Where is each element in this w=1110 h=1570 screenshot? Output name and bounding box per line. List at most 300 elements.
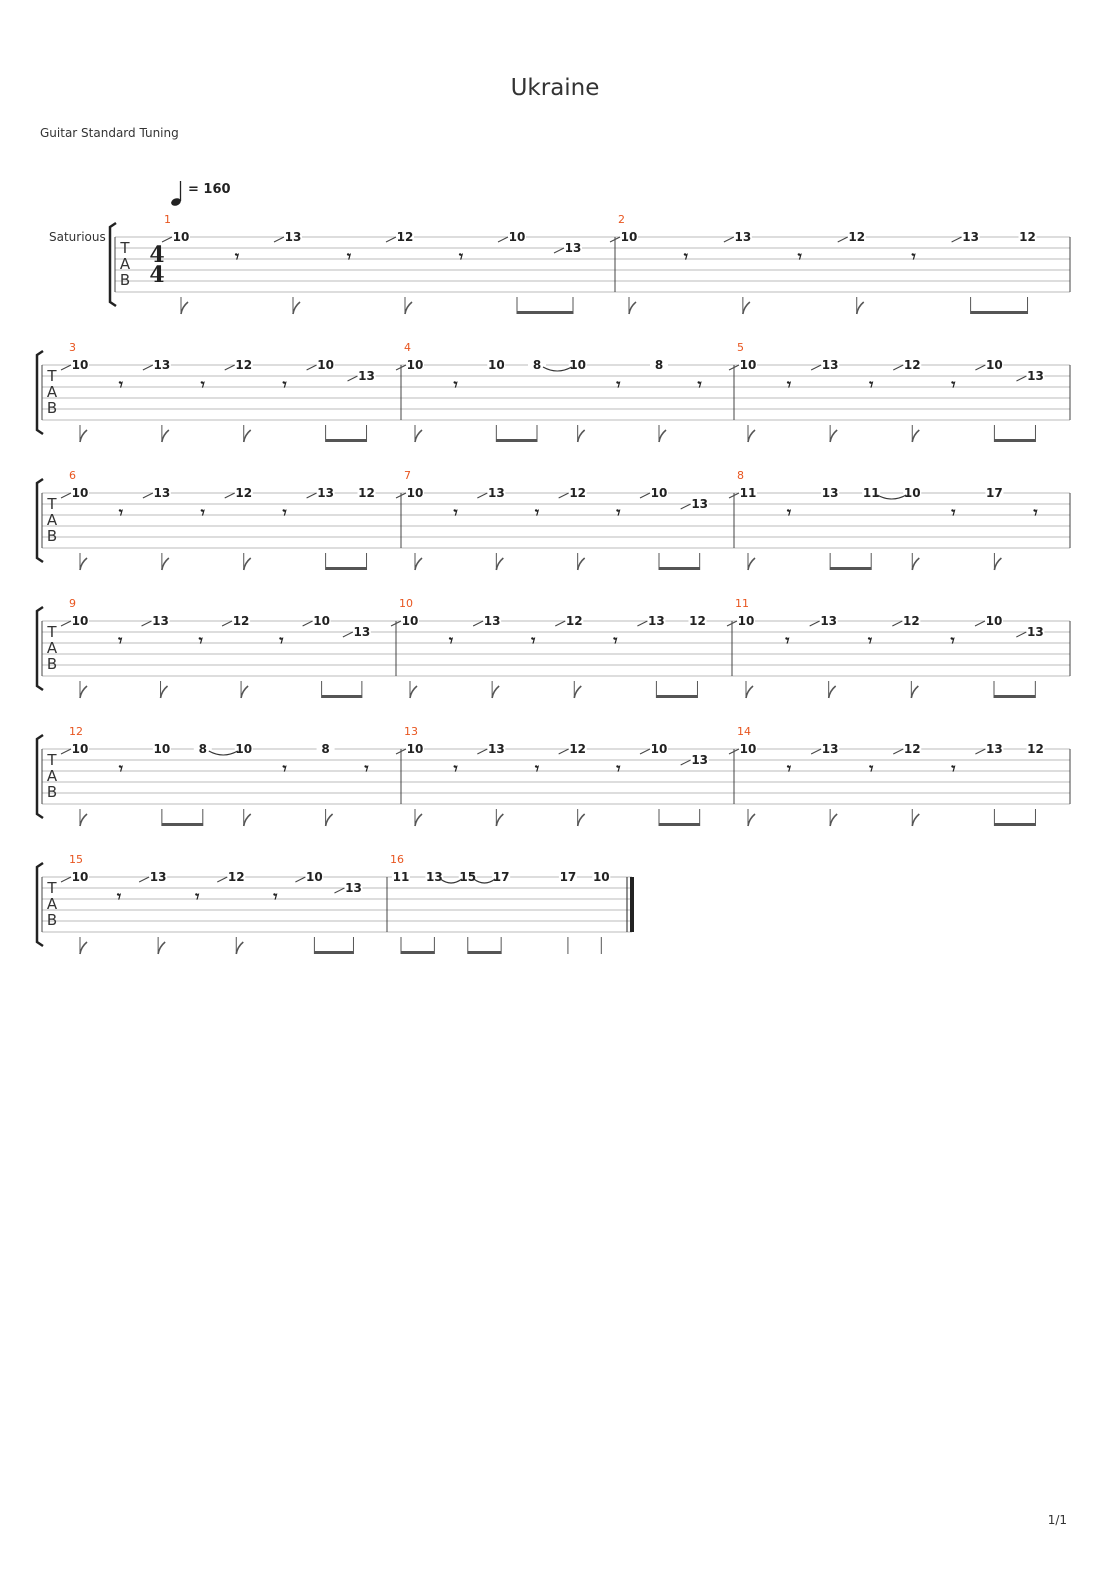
note-beam <box>517 311 573 314</box>
measure <box>727 597 1070 698</box>
eighth-rest: 𝄾 <box>234 247 240 266</box>
tab-clef-letter: T <box>47 751 57 769</box>
measure-number: 15 <box>69 853 83 866</box>
tab-clef-letter: A <box>46 511 58 529</box>
slide-in-mark <box>637 621 647 626</box>
fret-number: 12 <box>689 614 706 628</box>
fret-number: 10 <box>71 358 89 372</box>
eighth-rest: 𝄾 <box>950 631 955 650</box>
fret-number: 12 <box>235 358 253 372</box>
fret-number: 10 <box>71 742 89 756</box>
fret-number: 13 <box>821 358 839 372</box>
tab-clef-letter: T <box>120 239 130 257</box>
measure-number: 7 <box>404 469 411 482</box>
fret-number: 10 <box>406 742 424 756</box>
eighth-rest: 𝄾 <box>797 247 802 266</box>
slide-in-mark <box>61 877 71 882</box>
note-flag <box>912 558 919 570</box>
note-flag <box>80 558 87 570</box>
eighth-rest: 𝄾 <box>785 631 790 650</box>
measure-number: 8 <box>737 469 744 482</box>
eighth-rest: 𝄾 <box>616 503 621 522</box>
tab-clef-letter: B <box>119 271 131 289</box>
note-flag <box>158 942 165 954</box>
measure-number: 3 <box>69 341 76 354</box>
note-flag <box>244 558 251 570</box>
slide-in-mark <box>307 365 317 370</box>
eighth-rest: 𝄾 <box>448 631 454 650</box>
eighth-rest: 𝄾 <box>458 247 464 266</box>
eighth-rest: 𝄾 <box>273 887 278 906</box>
fret-number: 13 <box>149 870 167 884</box>
fret-number: 13 <box>353 625 371 639</box>
fret-number: 10 <box>903 486 921 500</box>
slide-in-mark <box>343 632 353 637</box>
fret-number: 13 <box>734 230 752 244</box>
note-flag <box>911 686 918 698</box>
tab-system <box>37 725 1070 826</box>
eighth-rest: 𝄾 <box>453 759 458 778</box>
note-flag <box>748 558 755 570</box>
fret-number: 13 <box>317 486 334 500</box>
tuning-label: Guitar Standard Tuning <box>40 126 179 140</box>
slide-in-mark <box>295 877 305 882</box>
eighth-rest: 𝄾 <box>200 375 205 394</box>
tab-clef-letter: A <box>46 895 58 913</box>
eighth-rest: 𝄾 <box>951 503 956 522</box>
eighth-rest: 𝄾 <box>786 503 792 522</box>
fret-number: 10 <box>401 614 419 628</box>
eighth-rest: 𝄾 <box>683 247 689 266</box>
fret-number: 11 <box>739 486 757 500</box>
note-beam <box>656 695 697 698</box>
fret-number: 10 <box>172 230 190 244</box>
note-beam <box>994 695 1035 698</box>
note-flag <box>912 430 919 442</box>
note-flag <box>405 302 412 314</box>
slide-in-mark <box>724 237 734 242</box>
eighth-rest: 𝄾 <box>195 887 200 906</box>
fret-number: 10 <box>650 742 668 756</box>
tie-arc <box>877 495 906 499</box>
note-flag <box>244 814 251 826</box>
measure <box>61 725 401 826</box>
note-beam <box>326 439 367 442</box>
note-flag <box>829 686 836 698</box>
measure <box>729 341 1070 442</box>
eighth-rest: 𝄾 <box>786 375 792 394</box>
fret-number: 12 <box>902 614 920 628</box>
fret-number: 10 <box>739 742 757 756</box>
fret-number: 13 <box>691 753 709 767</box>
note-flag <box>496 558 503 570</box>
fret-number: 10 <box>71 870 89 884</box>
note-beam <box>401 951 434 954</box>
slide-in-mark <box>477 493 487 498</box>
slide-in-mark <box>1016 376 1026 381</box>
slide-in-mark <box>893 365 903 370</box>
eighth-rest: 𝄾 <box>911 247 916 266</box>
fret-number: 12 <box>227 870 245 884</box>
slide-in-mark <box>975 621 985 626</box>
fret-number: 13 <box>1027 369 1044 383</box>
slide-in-mark <box>143 493 153 498</box>
tab-system <box>37 853 632 954</box>
fret-number: 17 <box>559 870 577 884</box>
fret-number: 13 <box>487 486 505 500</box>
fret-number: 13 <box>487 742 505 756</box>
note-beam <box>496 439 537 442</box>
note-flag <box>746 686 753 698</box>
tab-clef-letter: A <box>46 383 58 401</box>
tab-clef-letter: B <box>46 783 58 801</box>
measure-number: 14 <box>737 725 751 738</box>
slide-in-mark <box>1016 632 1026 637</box>
tab-clef-letter: B <box>46 655 58 673</box>
tab-system <box>37 469 1070 570</box>
fret-number: 13 <box>962 230 979 244</box>
slide-in-mark <box>61 621 71 626</box>
slide-in-mark <box>975 365 985 370</box>
note-flag <box>415 814 422 826</box>
measure-number: 12 <box>69 725 83 738</box>
note-flag <box>743 302 750 314</box>
fret-number: 11 <box>862 486 880 500</box>
time-signature-top: 4 <box>149 242 165 268</box>
measure-number: 9 <box>69 597 76 610</box>
measure <box>162 213 615 314</box>
note-flag <box>326 814 333 826</box>
fret-number: 13 <box>821 742 839 756</box>
fret-number: 13 <box>483 614 501 628</box>
note-flag <box>161 686 168 698</box>
fret-number: 10 <box>739 358 757 372</box>
eighth-rest: 𝄾 <box>118 759 124 778</box>
fret-number: 10 <box>71 614 89 628</box>
slide-in-mark <box>555 621 565 626</box>
fret-number: 13 <box>358 369 375 383</box>
note-flag <box>578 430 585 442</box>
note-beam <box>971 311 1028 314</box>
slide-in-mark <box>838 237 848 242</box>
measure <box>396 469 734 570</box>
fret-number: 10 <box>306 870 323 884</box>
note-beam <box>314 951 353 954</box>
fret-number: 12 <box>848 230 866 244</box>
fret-number: 8 <box>654 358 664 372</box>
eighth-rest: 𝄾 <box>697 375 702 394</box>
slide-in-mark <box>61 749 71 754</box>
measure <box>61 853 387 954</box>
fret-number: 8 <box>532 358 542 372</box>
slide-in-mark <box>139 877 149 882</box>
tab-clef-letter: A <box>46 639 58 657</box>
time-signature-bottom: 4 <box>149 262 165 288</box>
slide-in-mark <box>952 237 962 242</box>
fret-number: 10 <box>406 358 424 372</box>
fret-number: 12 <box>1027 742 1044 756</box>
tab-clef-letter: B <box>46 527 58 545</box>
slide-in-mark <box>334 888 344 893</box>
slide-in-mark <box>348 376 358 381</box>
note-flag <box>162 558 169 570</box>
measure <box>396 341 734 442</box>
fret-number: 13 <box>153 358 171 372</box>
note-flag <box>830 814 837 826</box>
fret-number: 12 <box>565 614 583 628</box>
fret-number: 13 <box>345 881 362 895</box>
fret-number: 13 <box>986 742 1003 756</box>
measure <box>729 469 1070 570</box>
measure <box>61 469 401 570</box>
slide-in-mark <box>274 237 284 242</box>
note-flag <box>244 430 251 442</box>
note-flag <box>578 814 585 826</box>
eighth-rest: 𝄾 <box>118 503 124 522</box>
measure-number: 11 <box>735 597 749 610</box>
eighth-rest: 𝄾 <box>118 375 124 394</box>
slide-in-mark <box>225 365 235 370</box>
eighth-rest: 𝄾 <box>453 375 458 394</box>
eighth-rest: 𝄾 <box>200 503 205 522</box>
fret-number: 13 <box>820 614 838 628</box>
slide-in-mark <box>559 749 569 754</box>
fret-number: 10 <box>235 742 253 756</box>
note-flag <box>830 430 837 442</box>
tab-clef-letter: B <box>46 399 58 417</box>
note-beam <box>994 439 1035 442</box>
note-flag <box>80 814 87 826</box>
tab-clef-letter: A <box>46 767 58 785</box>
note-flag <box>496 814 503 826</box>
measure <box>391 597 732 698</box>
eighth-rest: 𝄾 <box>616 759 621 778</box>
note-flag <box>236 942 243 954</box>
eighth-rest: 𝄾 <box>1033 503 1038 522</box>
note-flag <box>857 302 864 314</box>
note-beam <box>659 567 700 570</box>
fret-number: 10 <box>71 486 89 500</box>
slide-in-mark <box>498 237 508 242</box>
fret-number: 8 <box>198 742 207 756</box>
eighth-rest: 𝄾 <box>282 375 287 394</box>
eighth-rest: 𝄾 <box>869 759 874 778</box>
fret-number: 10 <box>153 742 171 756</box>
note-flag <box>748 814 755 826</box>
tab-clef-letter: T <box>47 623 57 641</box>
measure <box>729 725 1070 826</box>
fret-number: 12 <box>396 230 414 244</box>
page-number: 1/1 <box>1047 1513 1067 1527</box>
measure-number: 10 <box>399 597 413 610</box>
eighth-rest: 𝄾 <box>346 247 352 266</box>
slide-in-mark <box>61 493 71 498</box>
slide-in-mark <box>386 237 396 242</box>
fret-number: 10 <box>650 486 668 500</box>
note-beam <box>326 567 367 570</box>
eighth-rest: 𝄾 <box>198 631 203 650</box>
measure-number: 4 <box>404 341 411 354</box>
slide-in-mark <box>893 749 903 754</box>
fret-number: 12 <box>232 614 250 628</box>
tempo-marking <box>170 181 230 207</box>
note-flag <box>80 942 87 954</box>
note-flag <box>748 430 755 442</box>
slide-in-mark <box>681 504 691 509</box>
measure-number: 6 <box>69 469 76 482</box>
eighth-rest: 𝄾 <box>116 887 122 906</box>
measure-number: 16 <box>390 853 404 866</box>
slide-in-mark <box>811 749 821 754</box>
fret-number: 8 <box>321 742 330 756</box>
note-flag <box>293 302 300 314</box>
fret-number: 15 <box>459 870 477 884</box>
fret-number: 12 <box>1019 230 1036 244</box>
fret-number: 10 <box>508 230 526 244</box>
eighth-rest: 𝄾 <box>534 503 540 522</box>
eighth-rest: 𝄾 <box>534 759 540 778</box>
note-flag <box>80 430 87 442</box>
tab-clef-letter: T <box>47 495 57 513</box>
eighth-rest: 𝄾 <box>279 631 284 650</box>
eighth-rest: 𝄾 <box>951 759 956 778</box>
fret-number: 10 <box>569 358 587 372</box>
fret-number: 13 <box>648 614 665 628</box>
fret-number: 10 <box>592 870 610 884</box>
slide-in-mark <box>975 749 985 754</box>
tie-arc <box>543 367 572 371</box>
fret-number: 13 <box>152 614 169 628</box>
fret-number: 12 <box>235 486 253 500</box>
measure-number: 5 <box>737 341 744 354</box>
measure-number: 13 <box>404 725 418 738</box>
slide-in-mark <box>477 749 487 754</box>
eighth-rest: 𝄾 <box>867 631 873 650</box>
slide-in-mark <box>559 493 569 498</box>
note-flag <box>629 302 636 314</box>
fret-number: 12 <box>903 358 921 372</box>
eighth-rest: 𝄾 <box>786 759 792 778</box>
eighth-rest: 𝄾 <box>613 631 618 650</box>
measure-number: 1 <box>164 213 171 226</box>
slide-in-mark <box>222 621 232 626</box>
tie-arc <box>209 751 238 755</box>
slide-in-mark <box>473 621 483 626</box>
fret-number: 10 <box>317 358 334 372</box>
note-flag <box>415 558 422 570</box>
note-flag <box>912 814 919 826</box>
note-beam <box>830 567 871 570</box>
slide-in-mark <box>61 365 71 370</box>
measure <box>396 725 734 826</box>
measure <box>610 213 1070 314</box>
measure-number: 2 <box>618 213 625 226</box>
fret-number: 12 <box>569 742 587 756</box>
tab-clef-letter: T <box>47 367 57 385</box>
tab-systems <box>37 213 1070 954</box>
slide-in-mark <box>892 621 902 626</box>
fret-number: 10 <box>487 358 505 372</box>
fret-number: 11 <box>392 870 410 884</box>
eighth-rest: 𝄾 <box>869 375 874 394</box>
tempo-value: = 160 <box>188 182 231 197</box>
fret-number: 13 <box>1026 625 1044 639</box>
fret-number: 13 <box>153 486 171 500</box>
slide-in-mark <box>640 749 650 754</box>
fret-number: 10 <box>985 614 1003 628</box>
note-flag <box>578 558 585 570</box>
slide-in-mark <box>143 365 153 370</box>
tab-clef-letter: T <box>47 879 57 897</box>
measure <box>61 341 401 442</box>
fret-number: 13 <box>821 486 839 500</box>
note-beam <box>322 695 362 698</box>
slide-in-mark <box>142 621 152 626</box>
note-beam <box>162 823 203 826</box>
slide-in-mark <box>554 248 564 253</box>
note-flag <box>181 302 188 314</box>
eighth-rest: 𝄾 <box>364 759 369 778</box>
eighth-rest: 𝄾 <box>453 503 458 522</box>
fret-number: 17 <box>492 870 510 884</box>
measure <box>61 597 396 698</box>
note-flag <box>162 430 169 442</box>
eighth-rest: 𝄾 <box>282 759 287 778</box>
slide-in-mark <box>307 493 317 498</box>
note-flag <box>574 686 581 698</box>
slide-in-mark <box>811 365 821 370</box>
fret-number: 12 <box>569 486 587 500</box>
note-flag <box>659 430 666 442</box>
tab-system <box>37 341 1070 442</box>
slide-in-mark <box>162 237 172 242</box>
note-beam <box>468 951 501 954</box>
fret-number: 12 <box>358 486 375 500</box>
note-flag <box>241 686 248 698</box>
note-flag <box>994 558 1001 570</box>
fret-number: 12 <box>903 742 921 756</box>
eighth-rest: 𝄾 <box>616 375 621 394</box>
note-flag <box>80 686 87 698</box>
fret-number: 10 <box>620 230 638 244</box>
fret-number: 13 <box>564 241 582 255</box>
fret-number: 10 <box>406 486 424 500</box>
tab-system <box>37 597 1070 698</box>
eighth-rest: 𝄾 <box>951 375 956 394</box>
fret-number: 10 <box>986 358 1003 372</box>
note-beam <box>659 823 700 826</box>
song-title: Ukraine <box>510 75 600 101</box>
tab-system <box>110 213 1070 314</box>
fret-number: 13 <box>284 230 302 244</box>
eighth-rest: 𝄾 <box>282 503 287 522</box>
track-name: Saturious <box>49 230 106 244</box>
note-flag <box>415 430 422 442</box>
slide-in-mark <box>217 877 227 882</box>
slide-in-mark <box>810 621 820 626</box>
slide-in-mark <box>225 493 235 498</box>
fret-number: 13 <box>426 870 443 884</box>
slide-in-mark <box>303 621 313 626</box>
fret-number: 13 <box>691 497 709 511</box>
note-beam <box>994 823 1035 826</box>
slide-in-mark <box>681 760 691 765</box>
fret-number: 10 <box>313 614 330 628</box>
measure <box>390 853 632 954</box>
tab-clef-letter: A <box>119 255 131 273</box>
slide-in-mark <box>640 493 650 498</box>
fret-number: 10 <box>737 614 755 628</box>
